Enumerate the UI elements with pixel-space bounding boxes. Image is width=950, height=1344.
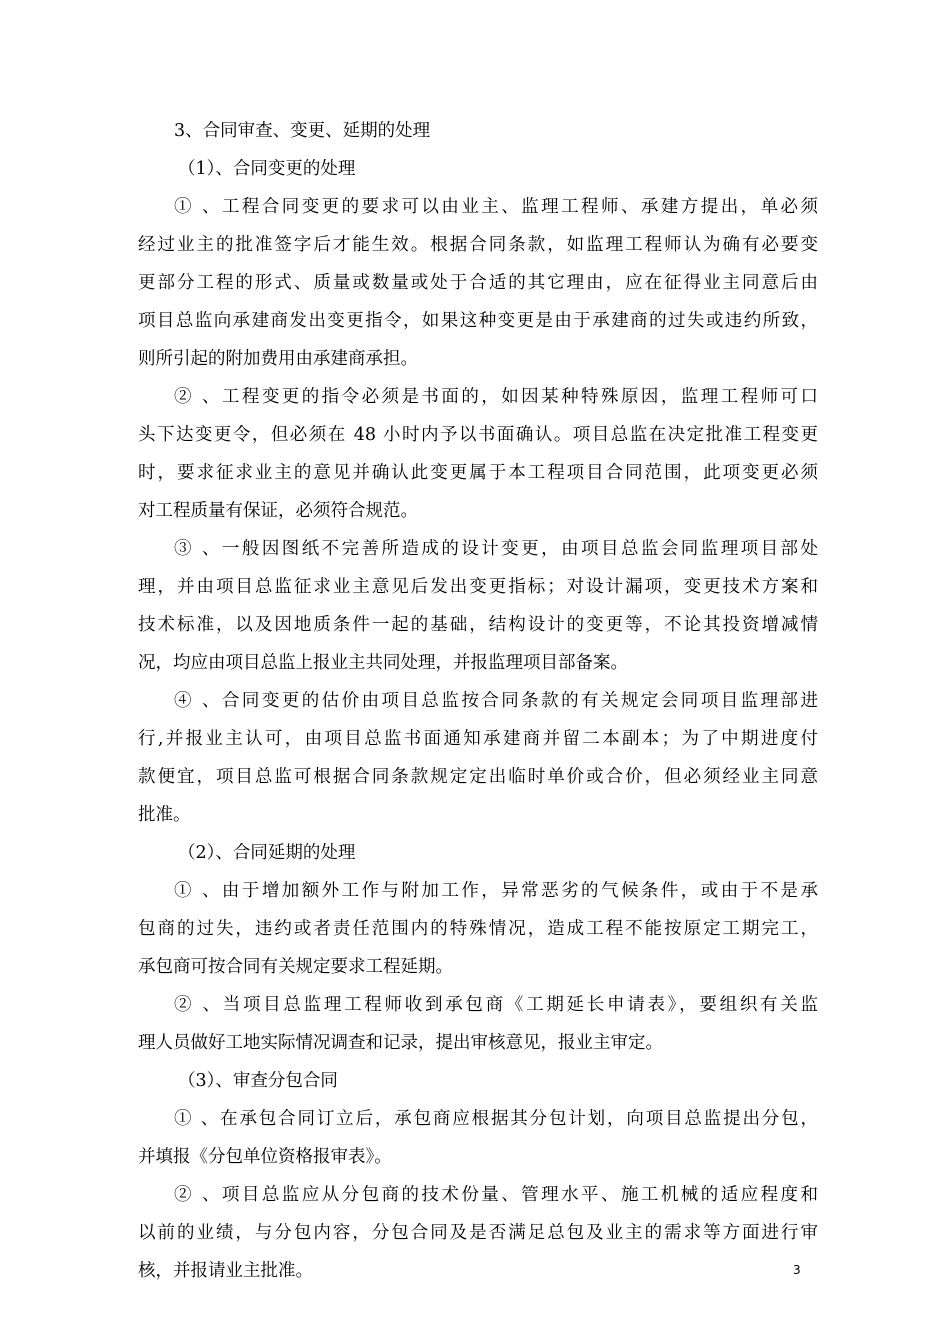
paragraph-line: 时，要求征求业主的意见并确认此变更属于本工程项目合同范围，此项变更必须 bbox=[138, 463, 818, 483]
paragraph-line: 理，并由项目总监征求业主意见后发出变更指标；对设计漏项，变更技术方案和 bbox=[138, 577, 818, 597]
paragraph-line: 头下达变更令，但必须在 48 小时内予以书面确认。项目总监在决定批准工程变更 bbox=[138, 425, 818, 445]
paragraph-line: ① 、由于增加额外工作与附加工作，异常恶劣的气候条件，或由于不是承 bbox=[174, 881, 818, 901]
subsection-heading: （2）、合同延期的处理 bbox=[178, 843, 356, 863]
paragraph-line: 款便宜，项目总监可根据合同条款规定定出临时单价或合价，但必须经业主同意 bbox=[138, 767, 818, 787]
paragraph-line: 行,并报业主认可，由项目总监书面通知承建商并留二本副本；为了中期进度付 bbox=[138, 729, 818, 749]
paragraph-line: 包商的过失，违约或者责任范围内的特殊情况，造成工程不能按原定工期完工， bbox=[138, 919, 818, 939]
paragraph-line: 况，均应由项目总监上报业主共同处理，并报监理项目部备案。 bbox=[138, 653, 628, 673]
paragraph-line: ③ 、一般因图纸不完善所造成的设计变更，由项目总监会同监理项目部处 bbox=[174, 539, 818, 559]
paragraph-line: ① 、在承包合同订立后，承包商应根据其分包计划，向项目总监提出分包， bbox=[174, 1109, 818, 1129]
paragraph-line: 则所引起的附加费用由承建商承担。 bbox=[138, 349, 418, 369]
paragraph-line: ① 、工程合同变更的要求可以由业主、监理工程师、承建方提出，单必须 bbox=[174, 197, 818, 217]
page-number: 3 bbox=[793, 1263, 801, 1277]
paragraph-line: 并填报《分包单位资格报审表》。 bbox=[138, 1147, 392, 1167]
paragraph-line: 核，并报请业主批准。 bbox=[138, 1261, 313, 1281]
paragraph-line: ④ 、合同变更的估价由项目总监按合同条款的有关规定会同项目监理部进 bbox=[174, 691, 818, 711]
paragraph-line: 更部分工程的形式、质量或数量或处于合适的其它理由，应在征得业主同意后由 bbox=[138, 273, 818, 293]
paragraph-line: 技术标准，以及因地质条件一起的基础，结构设计的变更等，不论其投资增减情 bbox=[138, 615, 818, 635]
paragraph-line: ② 、项目总监应从分包商的技术份量、管理水平、施工机械的适应程度和 bbox=[174, 1185, 818, 1205]
paragraph-line: 对工程质量有保证，必须符合规范。 bbox=[138, 501, 418, 521]
paragraph-line: 承包商可按合同有关规定要求工程延期。 bbox=[138, 957, 453, 977]
paragraph-line: ② 、当项目总监理工程师收到承包商《工期延长申请表》，要组织有关监 bbox=[174, 995, 818, 1015]
paragraph-line: 批准。 bbox=[138, 805, 191, 825]
subsection-heading: （1）、合同变更的处理 bbox=[178, 159, 356, 179]
section-heading: 3、合同审查、变更、延期的处理 bbox=[174, 121, 431, 141]
paragraph-line: 项目总监向承建商发出变更指令，如果这种变更是由于承建商的过失或违约所致， bbox=[138, 311, 818, 331]
subsection-heading: （3）、审查分包合同 bbox=[178, 1071, 338, 1091]
paragraph-line: 以前的业绩，与分包内容，分包合同及是否满足总包及业主的需求等方面进行审 bbox=[138, 1223, 818, 1243]
paragraph-line: 理人员做好工地实际情况调查和记录，提出审核意见，报业主审定。 bbox=[138, 1033, 663, 1053]
paragraph-line: 经过业主的批准签字后才能生效。根据合同条款，如监理工程师认为确有必要变 bbox=[138, 235, 818, 255]
paragraph-line: ② 、工程变更的指令必须是书面的，如因某种特殊原因，监理工程师可口 bbox=[174, 387, 818, 407]
document-body bbox=[138, 112, 818, 1290]
